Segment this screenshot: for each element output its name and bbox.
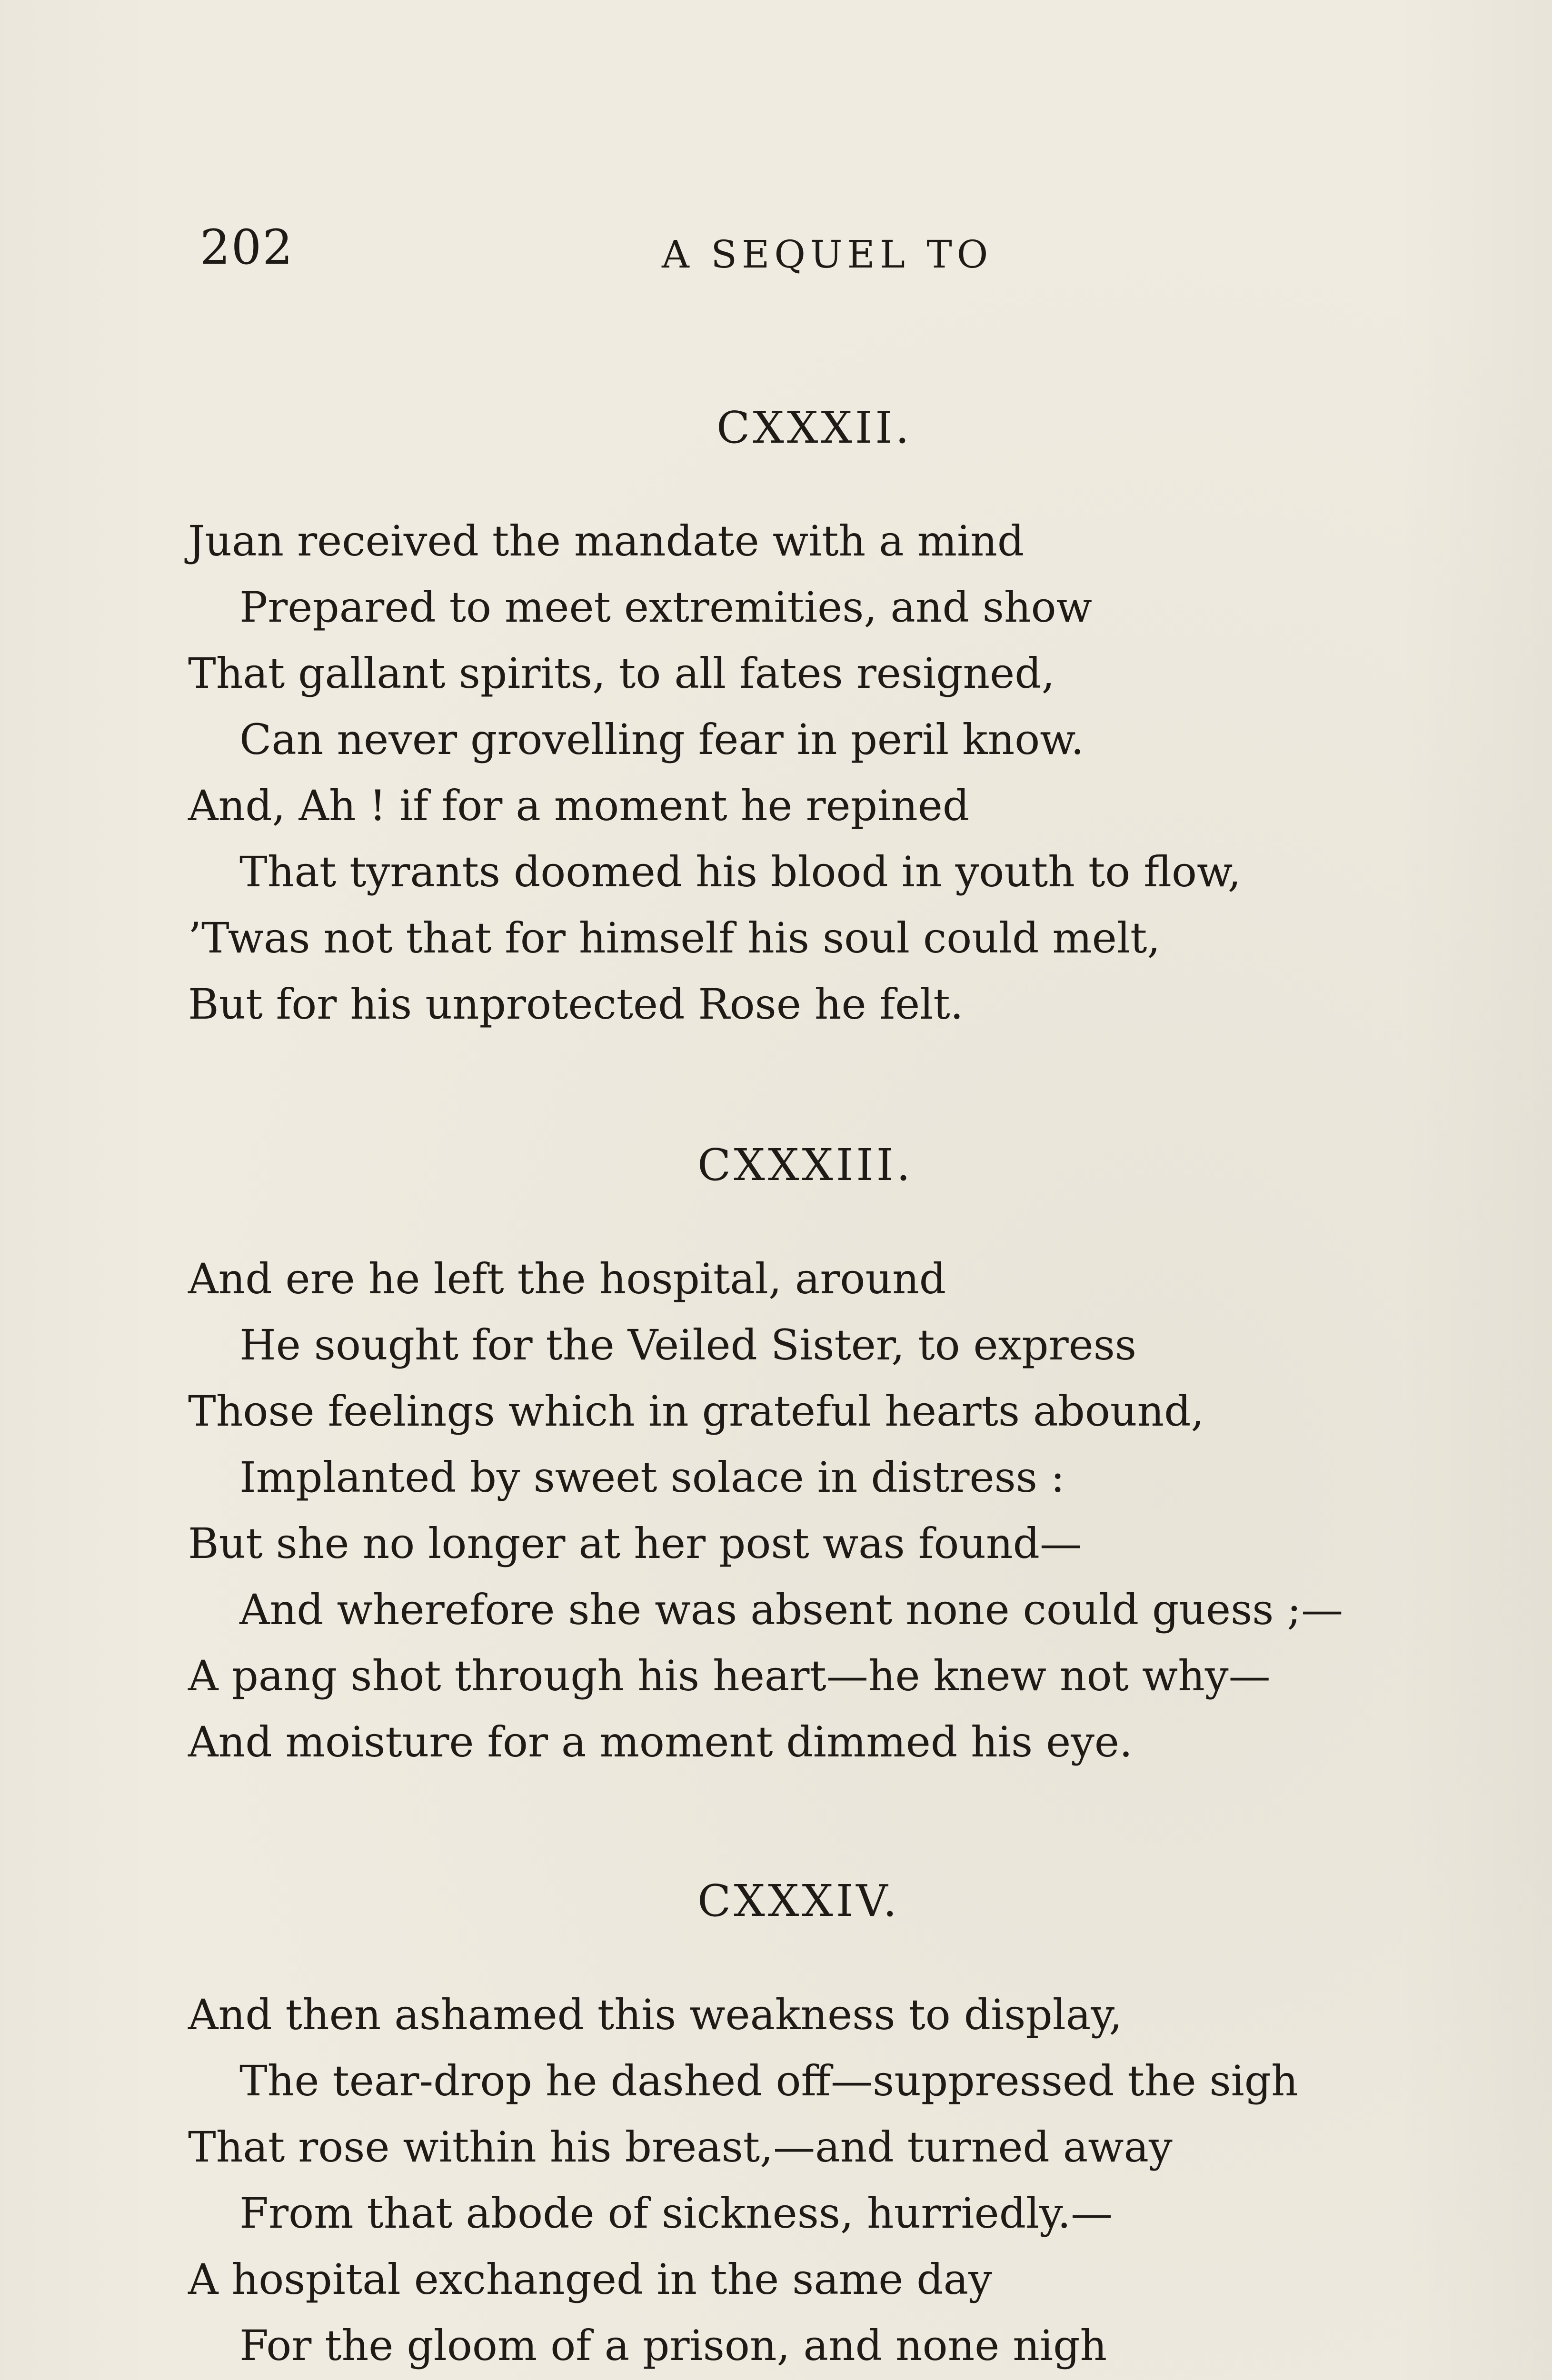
verse-line: ’Twas not that for himself his soul could melt, [188, 913, 1161, 962]
stanza-number-cxxxiii: CXXXIII. [697, 1140, 914, 1190]
stanza-cxxxiii [188, 1246, 1343, 1775]
verse-line: And moisture for a moment dimmed his eye. [188, 1717, 1133, 1766]
verse-line: Juan received the mandate with a mind [188, 516, 1025, 565]
verse-line: That gallant spirits, to all fates resigned, [188, 649, 1055, 698]
verse-line: That rose within his breast,—and turned away [188, 2122, 1173, 2172]
verse-line: That tyrants doomed his blood in youth to flow, [239, 847, 1241, 896]
verse-line: But she no longer at her post was found— [188, 1519, 1082, 1568]
verse-line: Prepared to meet extremities, and show [239, 583, 1092, 632]
verse-line: But for his unprotected Rose he felt. [188, 980, 964, 1029]
verse-line: A hospital exchanged in the same day [188, 2255, 992, 2304]
verse-line: A pang shot through his heart—he knew not why— [188, 1651, 1271, 1700]
verse-line: He sought for the Veiled Sister, to express [239, 1320, 1137, 1369]
verse-line: The tear-drop he dashed off—suppressed the sigh [239, 2056, 1298, 2105]
verse-line: For the gloom of a prison, and none nigh [239, 2321, 1107, 2370]
verse-line: And, Ah ! if for a moment he repined [188, 781, 970, 830]
verse-line: And ere he left the hospital, around [188, 1254, 946, 1303]
stanza-cxxxii [188, 508, 1241, 1037]
page-number: 202 [200, 219, 294, 275]
verse-line: And wherefore she was absent none could guess ;— [239, 1585, 1343, 1634]
verse-line: From that abode of sickness, hurriedly.— [239, 2189, 1113, 2238]
stanza-cxxxiv [188, 1982, 1298, 2380]
stanza-number-cxxxii: CXXXII. [716, 402, 912, 453]
verse-line: Can never grovelling fear in peril know. [239, 715, 1084, 764]
verse-line: Those feelings which in grateful hearts abound, [188, 1387, 1204, 1436]
verse-line: Implanted by sweet solace in distress : [239, 1453, 1065, 1502]
verse-line: And then ashamed this weakness to display, [188, 1990, 1123, 2039]
running-title: A SEQUEL TO [662, 232, 993, 277]
stanza-number-cxxxiv: CXXXIV. [697, 1875, 900, 1926]
